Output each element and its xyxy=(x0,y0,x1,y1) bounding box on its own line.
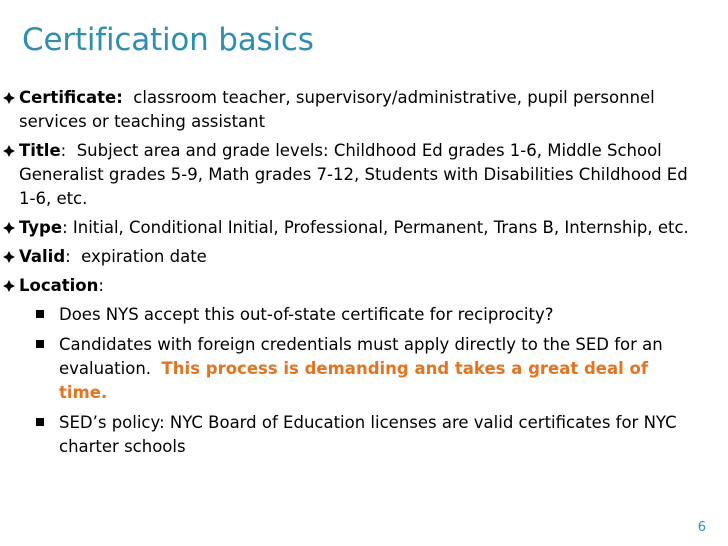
square-bullet-icon xyxy=(36,340,44,348)
page-number: 6 xyxy=(697,520,706,535)
slide-content xyxy=(0,86,700,465)
sub-item-text: SED’s policy: NYC Board of Education licenses are valid certificates for NYC charter schools xyxy=(59,413,677,456)
diamond-bullet-icon xyxy=(3,145,15,157)
sub-item-text: Does NYS accept this out-of-state certificate for reciprocity? xyxy=(59,305,554,324)
bullet-label: Valid xyxy=(19,247,66,266)
sub-item-sed-policy xyxy=(0,411,700,459)
bullet-label: Certificate: xyxy=(19,88,123,107)
bullet-item-type xyxy=(0,216,700,240)
highlight-text: This process is demanding and takes a great deal of time xyxy=(59,359,649,402)
sub-item-foreign-credentials xyxy=(0,333,700,405)
bullet-label: Title xyxy=(19,141,61,160)
square-bullet-icon xyxy=(36,418,44,426)
bullet-label: Type xyxy=(19,218,63,237)
bullet-text: classroom teacher, supervisory/administrative, pupil personnel services or teaching assistant xyxy=(19,88,661,131)
diamond-bullet-icon xyxy=(3,222,15,234)
diamond-bullet-icon xyxy=(3,92,15,104)
sub-item-text: Candidates with foreign credentials must apply directly to the SED for an evaluation. xyxy=(59,335,668,378)
slide-title: Certification basics xyxy=(22,22,314,58)
highlight-period: . xyxy=(100,383,108,402)
bullet-item-location xyxy=(0,274,700,298)
bullet-item-valid xyxy=(0,245,700,269)
bullet-item-title xyxy=(0,139,700,211)
bullet-text: : Subject area and grade levels: Childhood Ed grades 1-6, Middle School Generalist grades 5-9, Math grades 7-12, Students with Disabilities Childhood Ed 1-6, etc. xyxy=(19,141,693,208)
bullet-text: : expiration date xyxy=(65,247,207,266)
bullet-text: : Initial, Conditional Initial, Professional, Permanent, Trans B, Internship, etc. xyxy=(62,218,689,237)
bullet-item-certificate xyxy=(0,86,700,134)
square-bullet-icon xyxy=(36,310,44,318)
bullet-text: : xyxy=(98,276,104,295)
sub-item-reciprocity xyxy=(0,303,700,327)
diamond-bullet-icon xyxy=(3,280,15,292)
bullet-label: Location xyxy=(19,276,99,295)
diamond-bullet-icon xyxy=(3,251,15,263)
